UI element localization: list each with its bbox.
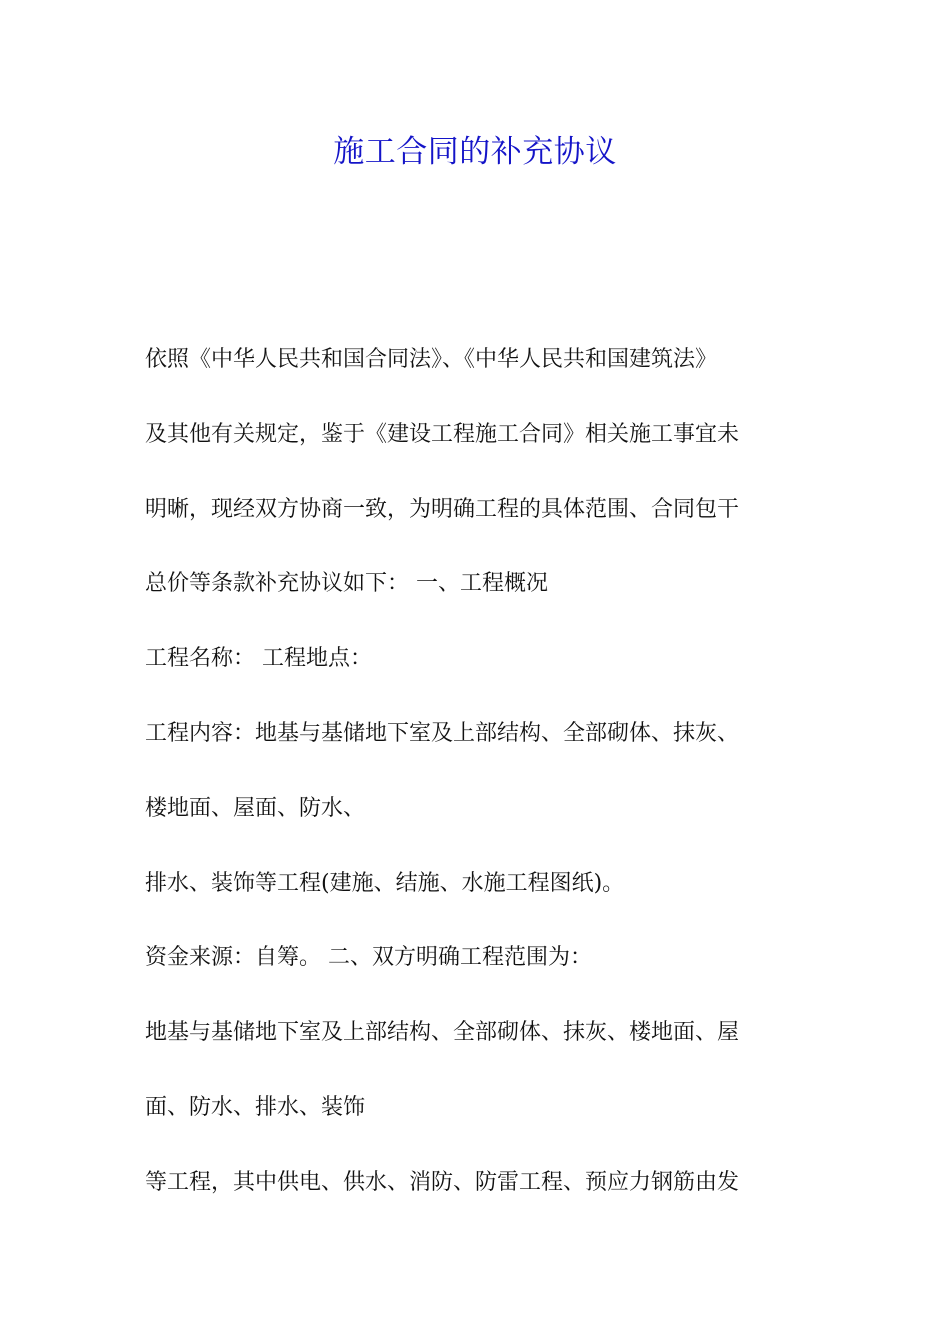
paragraph-line: 依照《中华人民共和国合同法》、《中华人民共和国建筑法》 [145,347,718,372]
paragraph-line: 面、防水、排水、装饰 [145,1094,366,1120]
document-body [145,336,815,1234]
document-title: 施工合同的补充协议 [333,134,617,170]
paragraph-line: 及其他有关规定，鉴于《建设工程施工合同》相关施工事宜未 [145,421,740,447]
paragraph-line: 楼地面、屋面、防水、 [145,795,366,821]
paragraph-line: 总价等条款补充协议如下： 一、工程概况 [145,571,548,597]
paragraph-line: 工程内容：地基与基储地下室及上部结构、全部砌体、抹灰、 [145,720,740,746]
paragraph-line: 排水、装饰等工程(建施、结施、水施工程图纸)。 [145,870,625,896]
paragraph-line: 明晰，现经双方协商一致，为明确工程的具体范围、合同包干 [145,496,740,522]
paragraph-line: 等工程，其中供电、供水、消防、防雷工程、预应力钢筋由发 [145,1169,740,1195]
paragraph-line: 资金来源：自筹。 二、双方明确工程范围为： [145,945,592,971]
paragraph-line: 地基与基储地下室及上部结构、全部砌体、抹灰、楼地面、屋 [145,1020,740,1046]
paragraph-line: 工程名称： 工程地点： [145,646,372,672]
